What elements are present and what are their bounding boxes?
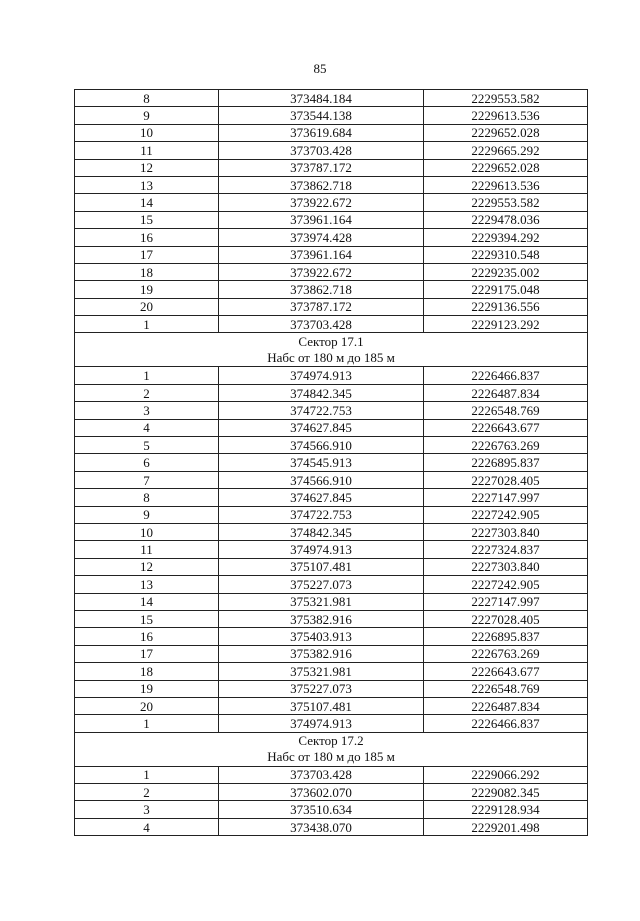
table-row xyxy=(75,697,588,714)
y-coordinate-cell: 2226643.677 xyxy=(424,419,588,436)
point-number-cell: 20 xyxy=(75,298,219,315)
y-coordinate-cell: 2227303.840 xyxy=(424,523,588,540)
y-coordinate-cell: 2227303.840 xyxy=(424,558,588,575)
x-coordinate-cell: 374842.345 xyxy=(219,384,424,401)
y-coordinate-cell: 2229613.536 xyxy=(424,107,588,124)
x-coordinate-cell: 374627.845 xyxy=(219,489,424,506)
x-coordinate-cell: 373961.164 xyxy=(219,246,424,263)
x-coordinate-cell: 374627.845 xyxy=(219,419,424,436)
point-number-cell: 10 xyxy=(75,523,219,540)
table-row xyxy=(75,715,588,732)
table-row xyxy=(75,628,588,645)
x-coordinate-cell: 374974.913 xyxy=(219,367,424,384)
y-coordinate-cell: 2229394.292 xyxy=(424,229,588,246)
y-coordinate-cell: 2229478.036 xyxy=(424,211,588,228)
point-number-cell: 8 xyxy=(75,489,219,506)
point-number-cell: 11 xyxy=(75,142,219,159)
x-coordinate-cell: 374722.753 xyxy=(219,402,424,419)
y-coordinate-cell: 2226466.837 xyxy=(424,715,588,732)
table-row xyxy=(75,506,588,523)
y-coordinate-cell: 2226895.837 xyxy=(424,628,588,645)
point-number-cell: 8 xyxy=(75,90,219,107)
table-row xyxy=(75,610,588,627)
sector-height-range: Набс от 180 м до 185 м xyxy=(267,749,395,765)
sector-header-cell xyxy=(75,732,588,766)
x-coordinate-cell: 373974.428 xyxy=(219,229,424,246)
point-number-cell: 4 xyxy=(75,818,219,835)
x-coordinate-cell: 374722.753 xyxy=(219,506,424,523)
x-coordinate-cell: 373544.138 xyxy=(219,107,424,124)
y-coordinate-cell: 2229553.582 xyxy=(424,194,588,211)
table-row xyxy=(75,523,588,540)
y-coordinate-cell: 2227242.905 xyxy=(424,506,588,523)
table-row xyxy=(75,766,588,783)
point-number-cell: 15 xyxy=(75,211,219,228)
x-coordinate-cell: 375382.916 xyxy=(219,645,424,662)
y-coordinate-cell: 2229652.028 xyxy=(424,159,588,176)
table-row xyxy=(75,194,588,211)
x-coordinate-cell: 373922.672 xyxy=(219,263,424,280)
point-number-cell: 18 xyxy=(75,663,219,680)
table-row xyxy=(75,558,588,575)
table-row xyxy=(75,645,588,662)
y-coordinate-cell: 2229082.345 xyxy=(424,784,588,801)
point-number-cell: 12 xyxy=(75,558,219,575)
y-coordinate-cell: 2226763.269 xyxy=(424,645,588,662)
sector-height-range: Набс от 180 м до 185 м xyxy=(267,349,395,365)
x-coordinate-cell: 373961.164 xyxy=(219,211,424,228)
x-coordinate-cell: 373484.184 xyxy=(219,90,424,107)
y-coordinate-cell: 2227147.997 xyxy=(424,489,588,506)
point-number-cell: 16 xyxy=(75,229,219,246)
y-coordinate-cell: 2227242.905 xyxy=(424,576,588,593)
table-row xyxy=(75,211,588,228)
point-number-cell: 1 xyxy=(75,766,219,783)
point-number-cell: 3 xyxy=(75,402,219,419)
page-number: 85 xyxy=(313,61,327,76)
table-row xyxy=(75,576,588,593)
point-number-cell: 3 xyxy=(75,801,219,818)
table-row xyxy=(75,489,588,506)
table-row xyxy=(75,471,588,488)
y-coordinate-cell: 2226487.834 xyxy=(424,384,588,401)
y-coordinate-cell: 2229066.292 xyxy=(424,766,588,783)
x-coordinate-cell: 374974.913 xyxy=(219,541,424,558)
table-row xyxy=(75,437,588,454)
table-row xyxy=(75,593,588,610)
x-coordinate-cell: 373703.428 xyxy=(219,316,424,333)
x-coordinate-cell: 373510.634 xyxy=(219,801,424,818)
table-row xyxy=(75,680,588,697)
point-number-cell: 9 xyxy=(75,107,219,124)
table-row xyxy=(75,419,588,436)
table-row xyxy=(75,142,588,159)
point-number-cell: 20 xyxy=(75,697,219,714)
y-coordinate-cell: 2229613.536 xyxy=(424,176,588,193)
x-coordinate-cell: 375107.481 xyxy=(219,558,424,575)
x-coordinate-cell: 373703.428 xyxy=(219,766,424,783)
y-coordinate-cell: 2226895.837 xyxy=(424,454,588,471)
point-number-cell: 17 xyxy=(75,246,219,263)
sector-header-row xyxy=(75,333,588,367)
y-coordinate-cell: 2227324.837 xyxy=(424,541,588,558)
point-number-cell: 16 xyxy=(75,628,219,645)
point-number-cell: 7 xyxy=(75,471,219,488)
point-number-cell: 5 xyxy=(75,437,219,454)
x-coordinate-cell: 375382.916 xyxy=(219,610,424,627)
x-coordinate-cell: 373787.172 xyxy=(219,159,424,176)
y-coordinate-cell: 2226548.769 xyxy=(424,680,588,697)
x-coordinate-cell: 374566.910 xyxy=(219,437,424,454)
sector-header-row xyxy=(75,732,588,766)
y-coordinate-cell: 2229652.028 xyxy=(424,124,588,141)
y-coordinate-cell: 2227028.405 xyxy=(424,471,588,488)
y-coordinate-cell: 2229235.002 xyxy=(424,263,588,280)
x-coordinate-cell: 373922.672 xyxy=(219,194,424,211)
x-coordinate-cell: 375107.481 xyxy=(219,697,424,714)
y-coordinate-cell: 2226466.837 xyxy=(424,367,588,384)
x-coordinate-cell: 374566.910 xyxy=(219,471,424,488)
x-coordinate-cell: 373862.718 xyxy=(219,281,424,298)
point-number-cell: 11 xyxy=(75,541,219,558)
y-coordinate-cell: 2229310.548 xyxy=(424,246,588,263)
table-row xyxy=(75,107,588,124)
x-coordinate-cell: 374842.345 xyxy=(219,523,424,540)
table-row xyxy=(75,90,588,107)
x-coordinate-cell: 373787.172 xyxy=(219,298,424,315)
y-coordinate-cell: 2229553.582 xyxy=(424,90,588,107)
y-coordinate-cell: 2229175.048 xyxy=(424,281,588,298)
table-row xyxy=(75,159,588,176)
sector-title: Сектор 17.1 xyxy=(298,333,364,349)
y-coordinate-cell: 2226548.769 xyxy=(424,402,588,419)
table-row xyxy=(75,367,588,384)
y-coordinate-cell: 2229201.498 xyxy=(424,818,588,835)
point-number-cell: 4 xyxy=(75,419,219,436)
y-coordinate-cell: 2226763.269 xyxy=(424,437,588,454)
coordinates-table xyxy=(74,89,588,836)
table-row xyxy=(75,541,588,558)
sector-header-cell xyxy=(75,333,588,367)
point-number-cell: 9 xyxy=(75,506,219,523)
table-row xyxy=(75,663,588,680)
y-coordinate-cell: 2226487.834 xyxy=(424,697,588,714)
y-coordinate-cell: 2227028.405 xyxy=(424,610,588,627)
point-number-cell: 1 xyxy=(75,316,219,333)
x-coordinate-cell: 375321.981 xyxy=(219,663,424,680)
table-row xyxy=(75,801,588,818)
y-coordinate-cell: 2229665.292 xyxy=(424,142,588,159)
point-number-cell: 6 xyxy=(75,454,219,471)
point-number-cell: 12 xyxy=(75,159,219,176)
point-number-cell: 2 xyxy=(75,784,219,801)
point-number-cell: 18 xyxy=(75,263,219,280)
point-number-cell: 14 xyxy=(75,194,219,211)
x-coordinate-cell: 373438.070 xyxy=(219,818,424,835)
y-coordinate-cell: 2229136.556 xyxy=(424,298,588,315)
table-row xyxy=(75,176,588,193)
x-coordinate-cell: 374545.913 xyxy=(219,454,424,471)
table-row xyxy=(75,229,588,246)
x-coordinate-cell: 375227.073 xyxy=(219,680,424,697)
table-row xyxy=(75,818,588,835)
coordinates-table-body xyxy=(75,90,588,836)
table-row xyxy=(75,402,588,419)
x-coordinate-cell: 375321.981 xyxy=(219,593,424,610)
y-coordinate-cell: 2229128.934 xyxy=(424,801,588,818)
table-row xyxy=(75,246,588,263)
point-number-cell: 2 xyxy=(75,384,219,401)
y-coordinate-cell: 2229123.292 xyxy=(424,316,588,333)
table-row xyxy=(75,384,588,401)
x-coordinate-cell: 373602.070 xyxy=(219,784,424,801)
x-coordinate-cell: 375227.073 xyxy=(219,576,424,593)
x-coordinate-cell: 373619.684 xyxy=(219,124,424,141)
table-row xyxy=(75,281,588,298)
x-coordinate-cell: 375403.913 xyxy=(219,628,424,645)
sector-title: Сектор 17.2 xyxy=(298,733,364,749)
point-number-cell: 19 xyxy=(75,680,219,697)
point-number-cell: 10 xyxy=(75,124,219,141)
table-row xyxy=(75,316,588,333)
y-coordinate-cell: 2227147.997 xyxy=(424,593,588,610)
point-number-cell: 13 xyxy=(75,176,219,193)
point-number-cell: 1 xyxy=(75,715,219,732)
x-coordinate-cell: 374974.913 xyxy=(219,715,424,732)
table-row xyxy=(75,298,588,315)
point-number-cell: 1 xyxy=(75,367,219,384)
x-coordinate-cell: 373703.428 xyxy=(219,142,424,159)
table-row xyxy=(75,263,588,280)
point-number-cell: 13 xyxy=(75,576,219,593)
table-row xyxy=(75,124,588,141)
table-row xyxy=(75,454,588,471)
table-row xyxy=(75,784,588,801)
point-number-cell: 17 xyxy=(75,645,219,662)
point-number-cell: 14 xyxy=(75,593,219,610)
y-coordinate-cell: 2226643.677 xyxy=(424,663,588,680)
point-number-cell: 15 xyxy=(75,610,219,627)
point-number-cell: 19 xyxy=(75,281,219,298)
x-coordinate-cell: 373862.718 xyxy=(219,176,424,193)
